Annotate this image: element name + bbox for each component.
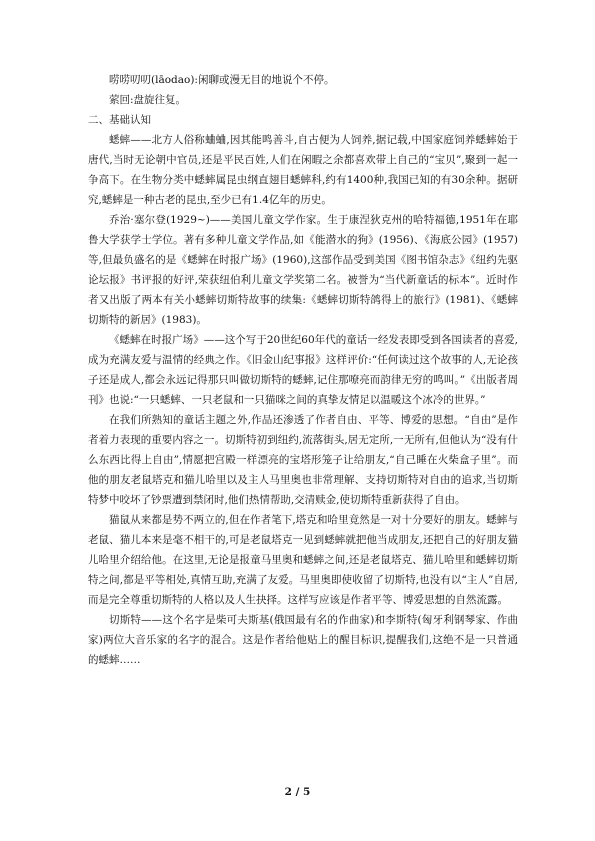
paragraph-cricket-intro: 蟋蟀——北方人俗称蛐蛐,因其能鸣善斗,自古便为人饲养,据记载,中国家庭饲养蟋蟀始于唐代,当时无论朝中官员,还是平民百姓,人们在闲暇之余都喜欢带上自己的“宝贝”,聚到一起一争高下。在生物分类中蟋蟀属昆虫纲直翅目蟋蟀科,约有1400种,我国已知的有30余种。据研究,蟋蟀是一种古老的昆虫,至少已有1.4亿年的历史。: [88, 134, 518, 206]
paragraph-author-bio: 乔治·塞尔登(1929~)——美国儿童文学作家。生于康涅狄克州的哈特福德,1951年在耶鲁大学获学士学位。著有多种儿童文学作品,如《能潜水的狗》(1956)、《海底公园》(1957)等,但最负盛名的是《蟋蟀在时报广场》(1960),这部作品受到美国《图书馆杂志》《纽约先驱论坛报》书评报的好评,荣获纽伯利儿童文学奖第二名。被誉为“当代新童话的标本”。近时作者又出版了两本有关小蟋蟀切斯特故事的续集:《蟋蟀切斯特鸽得上的旅行》(1981)、《蟋蟀切斯特的新居》(1983)。: [88, 214, 518, 326]
page-number: 2 / 5: [284, 786, 311, 798]
section-heading: 二、基础认知: [88, 114, 151, 126]
paragraph-theme-freedom: 在我们所熟知的童话主题之外,作品还渗透了作者自由、平等、博爱的思想。“自由”是作者着力表现的重要内容之一。切斯特初到纽约,流落街头,居无定所,一无所有,但他认为“没有什么东西比得上自由”,情愿把宫殿一样漂亮的宝塔形笼子让给朋友,“自己睡在火柴盒子里”。而他的朋友老鼠塔克和猫儿哈里以及主人马里奥也非常理解、支持切斯特对自由的追求,当切斯特梦中咬坏了钞票遭到禁闭时,他们热情帮助,交清赎金,使切斯特重新获得了自由。: [88, 414, 518, 506]
glossary-item-laodao: 唠唠叨叨(lāodao):闲聊或漫无目的地说个不停。: [109, 74, 335, 86]
paragraph-theme-friendship: 猫鼠从来都是势不两立的,但在作者笔下,塔克和哈里竟然是一对十分要好的朋友。蟋蟀与老鼠、猫儿本来是毫不相干的,可是老鼠塔克一见到蟋蟀就把他当成朋友,还把自己的好朋友猫儿哈里介绍给他。在这里,无论是报童马里奥和蟋蟀之间,还是老鼠塔克、猫儿哈里和蟋蟀切斯特之间,都是平等相处,真情互助,充满了友爱。马里奥即使收留了切斯特,也没有以“主人”自居,而是完全尊重切斯特的人格以及人生抉择。这样写应该是作者平等、博爱思想的自然流露。: [88, 514, 518, 606]
paragraph-book-reviews: 《蟋蟀在时报广场》——这个写于20世纪60年代的童话一经发表即受到各国读者的喜爱,成为充满友爱与温情的经典之作。《旧金山纪事报》这样评价:“任何读过这个故事的人,无论孩子还是成人,都会永远记得那只叫做切斯特的蟋蟀,记住那嘹亮而韵律无穷的鸣叫。”《出版者周刊》也说:“一只蟋蟀、一只老鼠和一只猫咪之间的真挚友情足以温暖这个冰冷的世界。”: [88, 334, 518, 406]
paragraph-name-origin: 切斯特——这个名字是柴可夫斯基(俄国最有名的作曲家)和李斯特(匈牙利钢琴家、作曲家)两位大音乐家的名字的混合。这是作者给他贴上的醒目标识,提醒我们,这绝不是一只普通的蟋蟀……: [88, 614, 518, 666]
glossary-item-yinghui: 萦回:盘旋往复。: [109, 94, 187, 106]
document-body: [88, 70, 518, 670]
